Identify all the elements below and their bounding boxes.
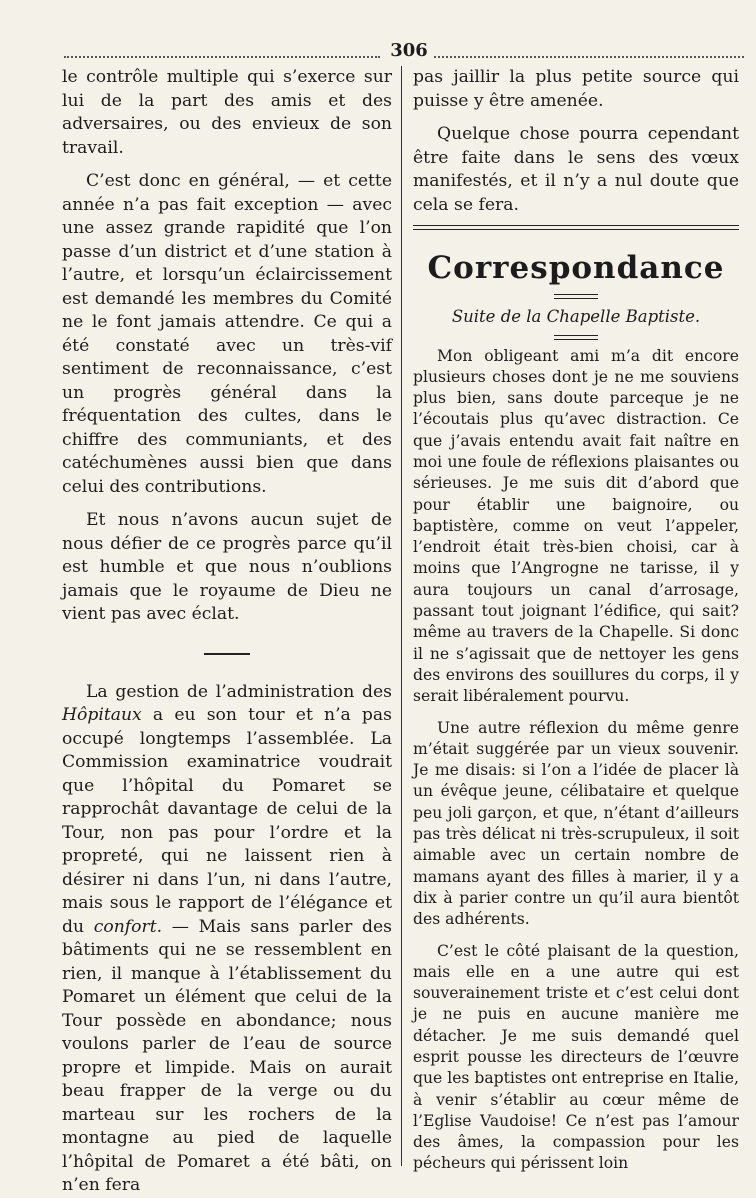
left-column	[62, 66, 392, 1198]
article-subtitle: Suite de la Chapelle Baptiste.	[451, 307, 701, 326]
right-column	[413, 66, 739, 1175]
subtitle-separator	[554, 335, 598, 340]
paragraph: Quelque chose pourra cependant être faite dans le sens des vœux manifestés, et il n’y a nul doute que cela se fera.	[413, 124, 739, 215]
column-divider	[401, 66, 402, 1166]
header-ornament-left	[64, 50, 380, 58]
paragraph: Mon obligeant ami m’a dit encore plusieurs choses dont je ne me souviens plus bien, sans doute parceque je ne l’écoutais plus qu’avec distraction. Ce que j’avais entendu avait fait naître en moi une foule de réflexions plaisantes ou sérieuses. Je me suis dit d’abord que pour établir une baignoire, ou baptistère, comme on veut l’appeler, l’endroit était très-bien choisi, car à moins que l’Angrogne ne tarisse, il y aura toujours un canal d’arrosage, passant tout joignant l’édifice, qui sait? même au travers de la Chapelle. Si donc il ne s’agissait que de nettoyer les gens des environs des souillures du corps, il y serait libéralement pourvu.	[413, 346, 739, 706]
text-run: a eu son tour et n’a pas occupé longtemps l’assemblée.	[62, 705, 392, 749]
page-header	[64, 40, 744, 64]
paragraph: le contrôle multiple qui s’exerce sur lui de la part des amis et des adversaires, ou des envieux de son travail.	[62, 67, 392, 158]
page-number: 306	[390, 40, 428, 61]
hospital-paragraph	[62, 681, 392, 1198]
text-run: — Mais sans parler des bâtiments qui ne se ressemblent en rien, il manque à l’établissement du Pomaret un élément que celui de la Tour possède en abondance; nous voulons parler de l’eau de source propre et limpide. Mais on aurait beau frapper de la verge ou du marteau sur les rochers de la montagne au pied de laquelle l’hôpital de Pomaret a été bâti, on n’en fera	[62, 916, 392, 1195]
section-separator	[204, 653, 250, 655]
header-ornament-right	[434, 50, 744, 58]
paragraph: C’est donc en général, — et cette année n’a pas fait exception — avec une assez grande rapidité que l’on passe d’un district et d’une station à l’autre, et lorsqu’un éclaircissement est demandé les membres du Comité ne le font jamais attendre. Ce qui a été constaté avec un très-vif sentiment de reconnaissance, c’est un progrès général dans la fréquentation des cultes, dans le chiffre des communiants, et des catéchumènes aussi bien que dans celui des contributions.	[62, 171, 392, 497]
text-run: La Commission examinatrice voudrait que l’hôpital du Pomaret se rapprochât davantage de celui de la Tour, non pas pour l’ordre et la propreté, qui ne laissent rien à désirer ni dans l’un, ni dans l’autre, mais sous le rapport de l’élégance et du	[62, 728, 392, 937]
paragraph: Et nous n’avons aucun sujet de nous défier de ce progrès parce qu’il est humble et que nous n’oublions jamais que le royaume de Dieu ne vient pas avec éclat.	[62, 510, 392, 624]
heading-separator	[554, 294, 598, 299]
italic-term: confort.	[93, 916, 163, 937]
section-heading: Correspondance	[427, 250, 725, 286]
paragraph: Une autre réflexion du même genre m’était suggérée par un vieux souvenir. Je me disais: si l’on a l’idée de placer là un évêque jeune, célibataire et quelque peu joli garçon, et que, n’étant d’ailleurs pas très délicat ni très-scrupuleux, il soit aimable avec un certain nombre de mamans ayant des filles à marier, il y a dix à parier contre un qu’il aura bientôt des adhérents.	[413, 718, 739, 929]
letter-body	[413, 346, 739, 1175]
paragraph: pas jaillir la plus petite source qui puisse y être amenée.	[413, 67, 739, 111]
italic-term: Hôpitaux	[62, 705, 142, 725]
paragraph: C’est le côté plaisant de la question, mais elle en a une autre qui est souverainement triste et c’est celui dont je ne puis en aucune manière me détacher. Je me suis demandé quel esprit pousse les directeurs de l’œuvre que les baptistes ont entreprise en Italie, à venir s’établir au cœur même de l’Eglise Vaudoise! Ce n’est pas l’amour des âmes, la compassion pour les pécheurs qui périssent loin	[413, 941, 739, 1173]
text-run: La gestion de l’administration des	[86, 681, 392, 702]
section-rule	[413, 225, 739, 230]
